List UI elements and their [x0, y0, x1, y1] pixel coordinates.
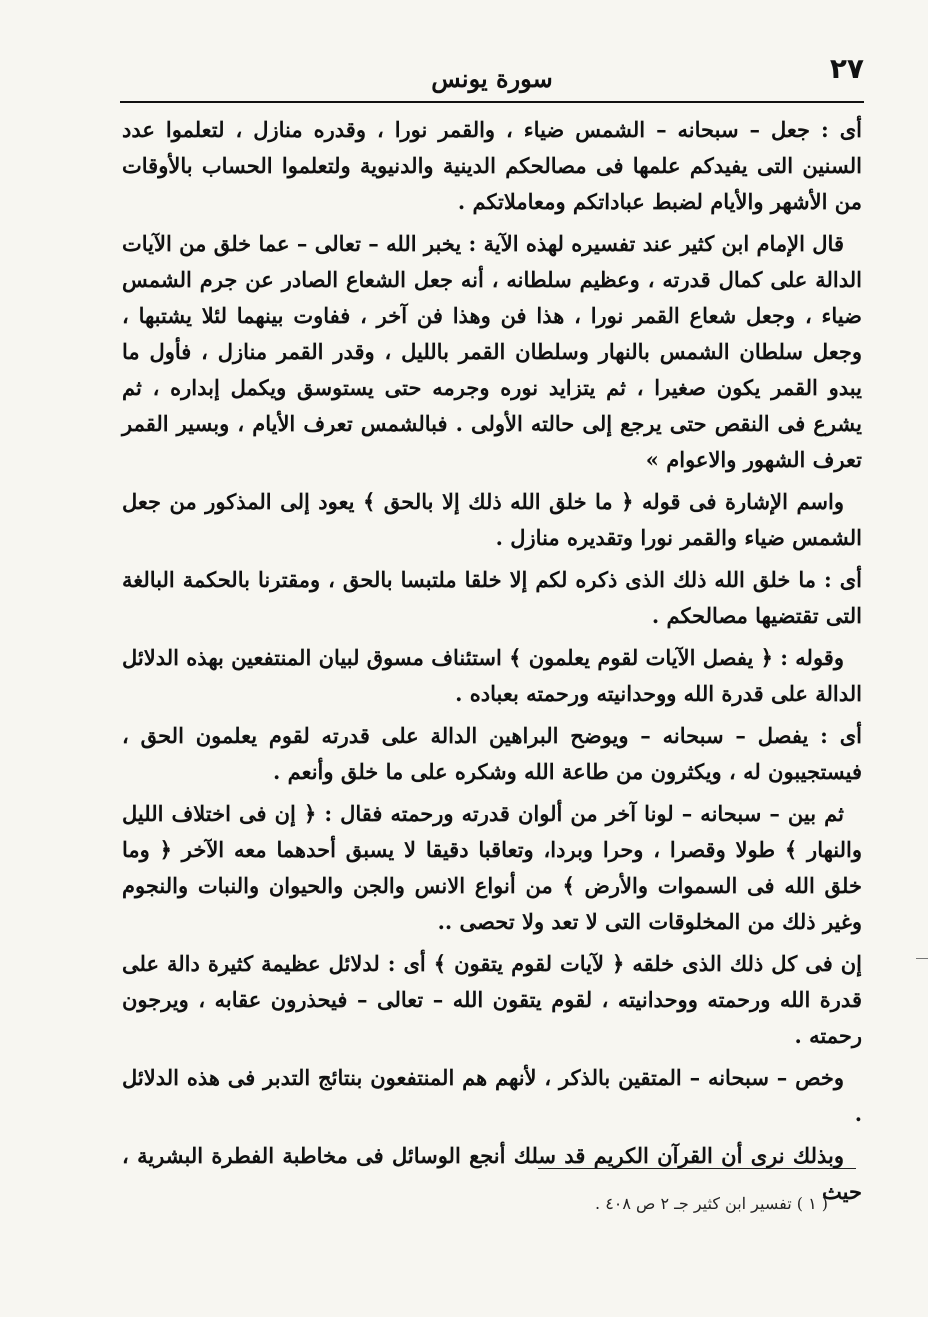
paragraph-4: أى : ما خلق الله ذلك الذى ذكره لكم إلا خلقا ملتبسا بالحق ، ومقترنا بالحكمة البالغة التى تقتضيها مصالحكم .	[122, 567, 862, 628]
paragraph-5: وقوله : ﴿ يفصل الآيات لقوم يعلمون ﴾ استئناف مسوق لبيان المنتفعين بهذه الدلائل الدالة على قدرة الله ووحدانيته ورحمته بعباده .	[122, 645, 862, 706]
paragraph-6: أى : يفصل – سبحانه – ويوضح البراهين الدالة على قدرته لقوم يعلمون الحق ، فيستجيبون له ، ويكثرون من طاعة الله وشكره على ما خلق وأنعم .	[122, 723, 862, 784]
paragraph-1: أى : جعل – سبحانه – الشمس ضياء ، والقمر نورا ، وقدره منازل ، لتعلموا عدد السنين التى يفيدكم علمها فى مصالحكم الدينية والدنيوية ولتعلموا الحساب بالأوقات من الأشهر والأيام لضبط عباداتكم ومعاملاتكم .	[122, 117, 862, 214]
body-text	[122, 112, 862, 1216]
footnote: ( ١ ) تفسير ابن كثير جـ ٢ ص ٤٠٨ .	[595, 1194, 828, 1213]
paragraph-8: إن فى كل ذلك الذى خلقه ﴿ لآيات لقوم يتقون ﴾ أى : لدلائل عظيمة كثيرة دالة على قدرة الله ورحمته ووحدانيته ، لقوم يتقون الله – تعالى – فيحذرون عقابه ، ويرجون رحمته .	[122, 951, 862, 1048]
margin-mark	[916, 958, 928, 959]
page-number: ٢٧	[829, 52, 864, 85]
paragraph-2: قال الإمام ابن كثير عند تفسيره لهذه الآية : يخبر الله – تعالى – عما خلق من الآيات الدالة على كمال قدرته ، وعظيم سلطانه ، أنه جعل الشعاع الصادر عن جرم الشمس ضياء ، وجعل شعاع القمر نورا ، هذا فن وهذا فن آخر ، ففاوت بينهما لئلا يشتبها ، وجعل سلطان الشمس بالنهار وسلطان القمر بالليل ، وقدر القمر منازل ، فأول ما يبدو القمر يكون صغيرا ، ثم يتزايد نوره وجرمه حتى يستوسق ويكمل إبداره ، ثم يشرع فى النقص حتى يرجع إلى حالته الأولى . فبالشمس تعرف الأيام ، وبسير القمر تعرف الشهور والاعوام »	[122, 231, 862, 472]
running-title: سورة يونس	[431, 64, 553, 93]
header-divider	[120, 101, 864, 103]
paragraph-3: واسم الإشارة فى قوله ﴿ ما خلق الله ذلك إلا بالحق ﴾ يعود إلى المذكور من جعل الشمس ضياء والقمر نورا وتقديره منازل .	[122, 489, 862, 550]
paragraph-7: ثم بين – سبحانه – لونا آخر من ألوان قدرته ورحمته فقال : ﴿ إن فى اختلاف الليل والنهار ﴾ طولا وقصرا ، وحرا وبردا، وتعاقبا دقيقا لا يسبق أحدهما معه الآخر ﴿ وما خلق الله فى السموات والأرض ﴾ من أنواع الانس والجن والحيوان والنبات والنجوم وغير ذلك من المخلوقات التى لا تعد ولا تحصى ..	[122, 801, 862, 934]
paragraph-9: وخص – سبحانه – المتقين بالذكر ، لأنهم هم المنتفعون بنتائج التدبر فى هذه الدلائل .	[122, 1065, 862, 1126]
paragraph-10: وبذلك نرى أن القرآن الكريم قد سلك أنجع الوسائل فى مخاطبة الفطرة البشرية ، حيث	[122, 1143, 862, 1204]
page-header	[120, 50, 864, 102]
footnote-divider	[538, 1168, 856, 1169]
